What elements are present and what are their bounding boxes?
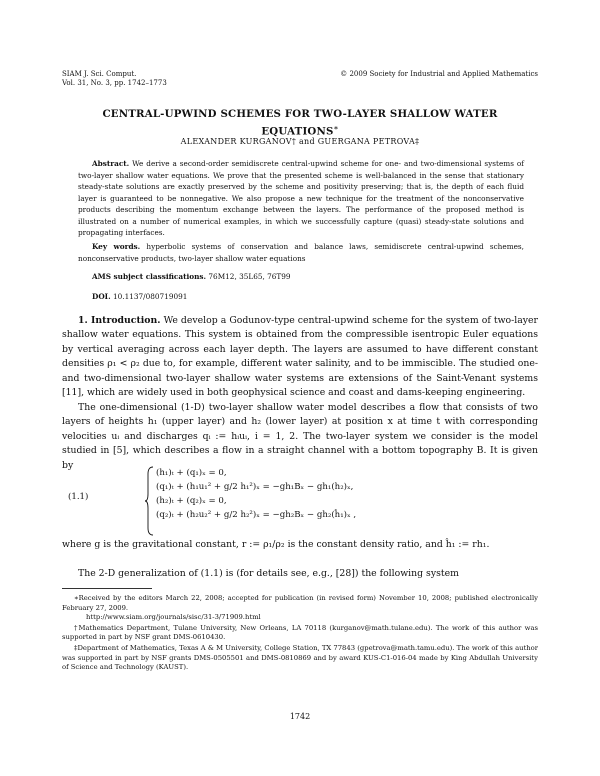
intro-p1-text: We develop a Godunov-type central-upwind scheme for the system of two-layer shallow water equations. This system is obtained from the compressible isentropic Euler equations by vertical averaging across each layer depth. The layers are assumed to have different constant densities ρ₁ < ρ₂ due to, for example, different water salinity, and to be immiscible. The studied one- and two-dimensional two-layer shallow water systems are extensions of the Saint-Venant systems [11], which are widely used in both geophysical science and coast and dams-keeping engineering.	[62, 315, 538, 399]
footnote-url[interactable]: http://www.siam.org/journals/sisc/31-3/71909.html	[86, 613, 261, 622]
keywords-text: hyperbolic systems of conservation and balance laws, semidiscrete central-upwind schemes, nonconservative products, two-layer shallow water equations	[78, 242, 524, 263]
equation-line-2: (q₁)ₜ + (h₁u₁² + g/2 h₁²)ₓ = −gh₁Bₓ − gh₁(h₂)ₓ,	[156, 482, 354, 492]
paper-title	[80, 108, 520, 138]
after-equation-paragraph: where g is the gravitational constant, r := ρ₁/ρ₂ is the constant density ratio, and ĥ₁ := rh₁.	[62, 539, 490, 550]
abstract-label: Abstract.	[92, 159, 130, 168]
equation-system	[156, 466, 356, 522]
volume-info: Vol. 31, No. 3, pp. 1742–1773	[62, 79, 167, 87]
ams-classifications	[78, 271, 524, 283]
ams-label: AMS subject classifications.	[92, 272, 207, 281]
equation-line-4: (q₂)ₜ + (h₂u₂² + g/2 h₂²)ₓ = −gh₂Bₓ − gh₂(ĥ₁)ₓ ,	[156, 510, 357, 520]
equation-line-3: (h₂)ₜ + (q₂)ₓ = 0,	[156, 496, 227, 506]
keywords	[78, 241, 524, 264]
footnote-author-2: ‡Department of Mathematics, Texas A & M University, College Station, TX 77843 (gpetrova@math.tamu.edu). The work of this author was supported in part by NSF grants DMS-0505501 and DMS-0810869 and by award KUS-C1-016-04 made by King Abdullah University of Science and Technology (KAUST).	[62, 643, 538, 672]
intro-paragraph-2: The one-dimensional (1-D) two-layer shallow water model describes a flow that consists of two layers of heights h₁ (upper layer) and h₂ (lower layer) at position x at time t with corresponding velocities uᵢ and discharges qᵢ := hᵢuᵢ, i = 1, 2. The two-layer system we consider is the model studied in [5], which describes a flow in a straight channel with a bottom topography B. It is given by	[62, 402, 538, 471]
footnotes	[62, 594, 538, 673]
doi	[78, 291, 524, 303]
running-header-left	[62, 70, 262, 88]
footnote-received: ∗Received by the editors March 22, 2008; accepted for publication (in revised form) November 10, 2008; published electronically February 27, 2009.	[62, 594, 538, 612]
footnote-author-1: †Mathematics Department, Tulane University, New Orleans, LA 70118 (kurganov@math.tulane.edu). The work of this author was supported in part by NSF grant DMS-0610430.	[62, 623, 538, 642]
doi-label: DOI.	[92, 292, 111, 301]
title-footnote-mark: ∗	[333, 123, 339, 132]
footnote-rule	[62, 588, 152, 589]
equation-brace	[144, 466, 154, 536]
abstract	[78, 158, 524, 239]
equation-label: (1.1)	[68, 492, 89, 502]
equation-line-1: (h₁)ₜ + (q₁)ₓ = 0,	[156, 468, 227, 478]
ams-text: 76M12, 35L65, 76T99	[208, 272, 291, 281]
intro-heading: 1. Introduction.	[78, 315, 161, 326]
journal-name: SIAM J. Sci. Comput.	[62, 70, 137, 78]
abstract-text: We derive a second-order semidiscrete central-upwind scheme for one- and two-dimensional systems of two-layer shallow water equations. We prove that the presented scheme is well-balanced in the sense that stationary steady-state solutions are exactly preserved by the scheme and positivity preserving; that is, the depth of each fluid layer is guaranteed to be nonnegative. We also propose a new technique for the treatment of the nonconservative products describing the momentum exchange between the layers. The performance of the proposed method is illustrated on a number of numerical examples, in which we successfully capture (quasi) steady-state solutions and propagating interfaces.	[78, 159, 524, 237]
generalization-paragraph: The 2-D generalization of (1.1) is (for details see, e.g., [28]) the following system	[78, 568, 459, 579]
page-number: 1742	[289, 712, 311, 721]
paper-title-text: CENTRAL-UPWIND SCHEMES FOR TWO-LAYER SHALLOW WATER EQUATIONS	[102, 108, 498, 138]
keywords-label: Key words.	[92, 242, 141, 251]
copyright-notice: © 2009 Society for Industrial and Applied Mathematics	[340, 70, 538, 78]
intro-paragraph-1	[62, 314, 538, 400]
doi-text: 10.1137/080719091	[112, 292, 188, 301]
author-list: ALEXANDER KURGANOV† and GUERGANA PETROVA‡	[180, 137, 420, 146]
